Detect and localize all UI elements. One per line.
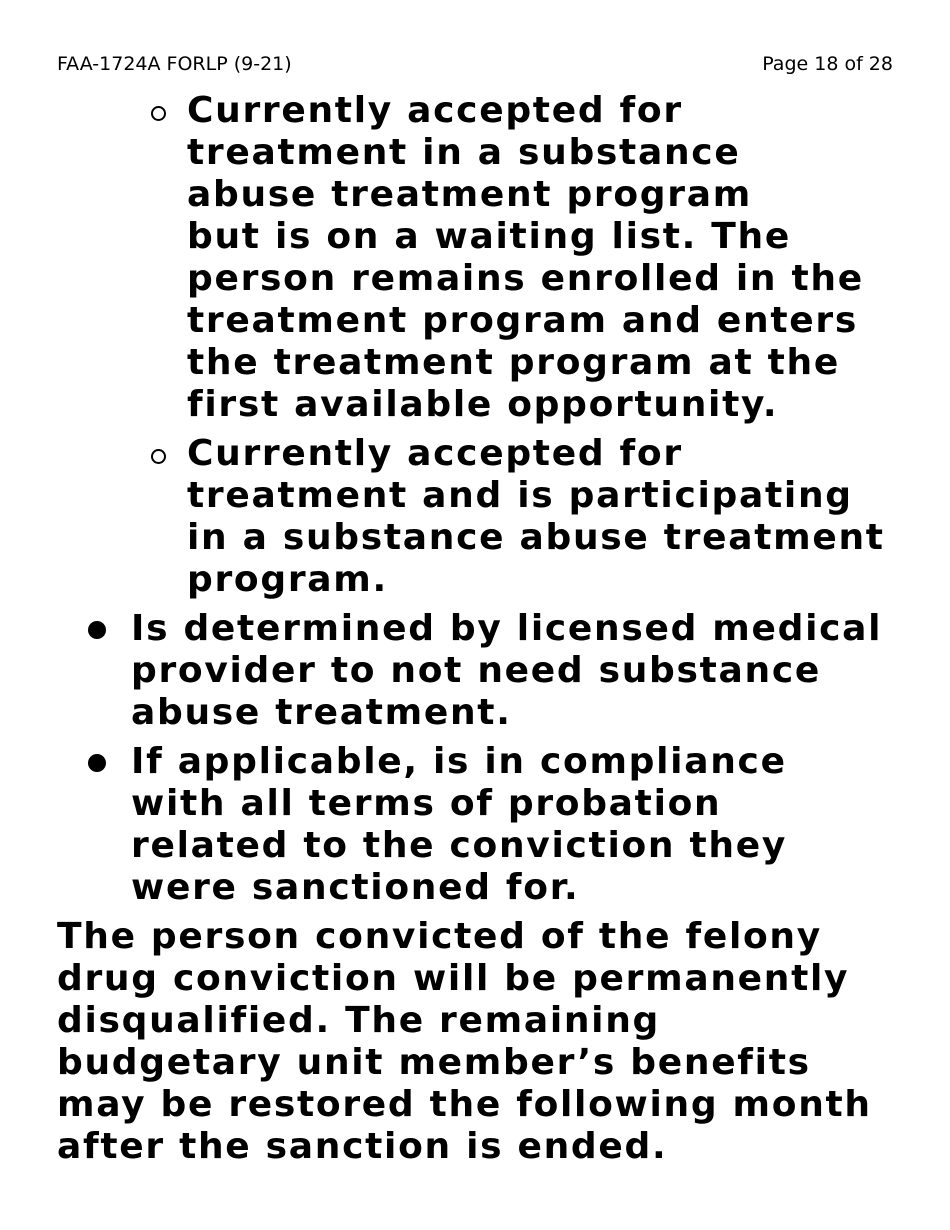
sub-bullet-line: first available opportunity. <box>187 384 779 425</box>
bullet-line: were sanctioned for. <box>131 867 580 908</box>
sub-bullet-item-participating <box>0 433 950 601</box>
bullet-line: abuse treatment. <box>131 692 512 733</box>
paragraph-line: may be restored the following month <box>57 1084 872 1125</box>
sub-bullet-line: Currently accepted for <box>187 90 683 131</box>
paragraph-line: The person convicted of the felony <box>57 916 822 957</box>
document-body <box>0 90 950 1168</box>
sub-bullet-line: Currently accepted for <box>187 433 683 474</box>
bullet-item-probation-compliance <box>0 741 950 909</box>
hollow-circle-bullet-icon <box>151 106 166 121</box>
bullet-line: If applicable, is in compliance <box>131 741 787 782</box>
filled-circle-bullet-icon <box>88 621 106 639</box>
closing-paragraph <box>0 916 950 1168</box>
page-header <box>57 50 893 78</box>
sub-bullet-line: abuse treatment program <box>187 174 752 215</box>
sub-bullet-line: the treatment program at the <box>187 342 840 383</box>
paragraph-line: budgetary unit member’s benefits <box>57 1042 811 1083</box>
sub-bullet-line: program. <box>187 559 388 600</box>
paragraph-line: disqualified. The remaining <box>57 1000 661 1041</box>
bullet-item-no-treatment-needed <box>0 608 950 734</box>
paragraph-line: after the sanction is ended. <box>57 1126 668 1167</box>
page-number: Page 18 of 28 <box>762 53 893 75</box>
bullet-line: provider to not need substance <box>131 650 822 691</box>
sub-bullet-line: person remains enrolled in the <box>187 258 864 299</box>
hollow-circle-bullet-icon <box>151 449 166 464</box>
filled-circle-bullet-icon <box>88 754 106 772</box>
sub-bullet-line: but is on a waiting list. The <box>187 216 791 257</box>
paragraph-line: drug conviction will be permanently <box>57 958 850 999</box>
bullet-line: Is determined by licensed medical <box>131 608 883 649</box>
sub-bullet-line: treatment program and enters <box>187 300 858 341</box>
bullet-line: with all terms of probation <box>131 783 722 824</box>
form-id: FAA-1724A FORLP (9-21) <box>57 53 292 75</box>
sub-bullet-line: in a substance abuse treatment <box>187 517 885 558</box>
sub-bullet-line: treatment in a substance <box>187 132 741 173</box>
bullet-line: related to the conviction they <box>131 825 788 866</box>
sub-bullet-item-waiting-list <box>0 90 950 426</box>
sub-bullet-line: treatment and is participating <box>187 475 853 516</box>
